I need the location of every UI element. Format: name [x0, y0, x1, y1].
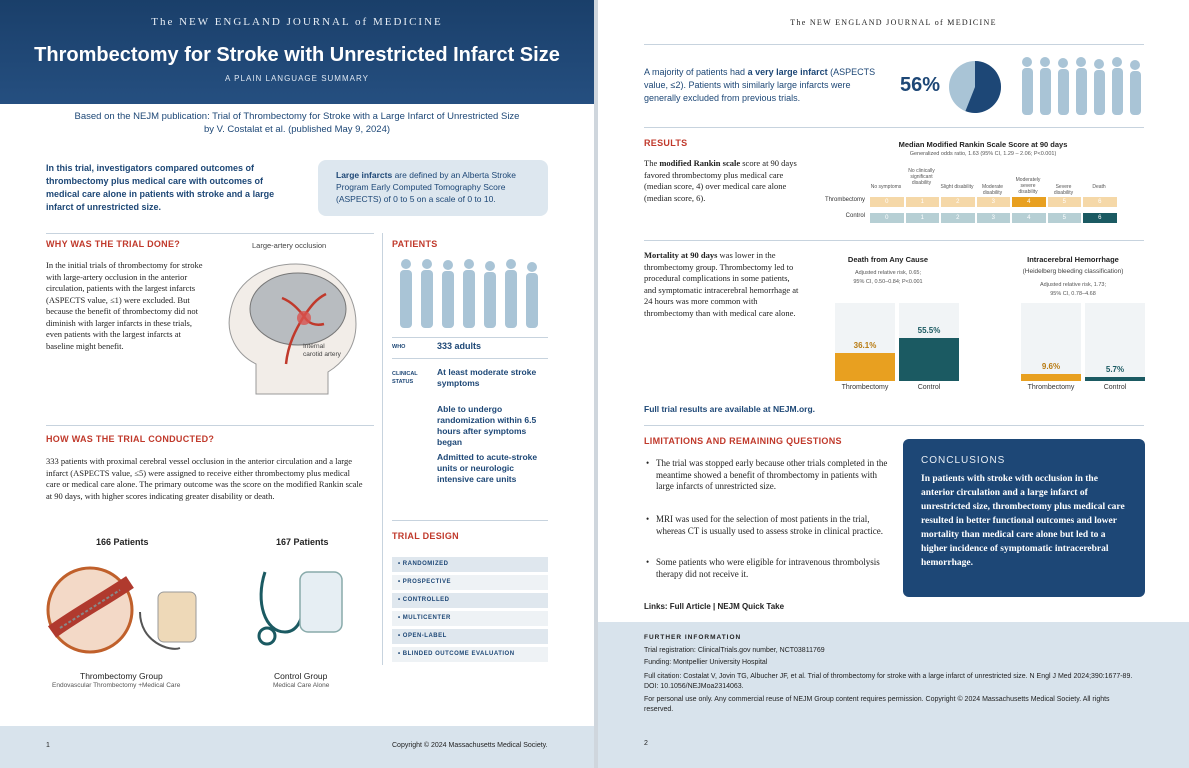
- mortality-text-part: was lower in the thrombectomy group. Thrombectomy led to procedural complications in some patients, and symptomatic intracerebral hemorrhage at 24 hours was more common with thrombectomy than with medical care alone.: [644, 250, 799, 318]
- mrs-category-label: Moderately severe disability: [1015, 177, 1041, 195]
- patient-silhouettes: [396, 258, 548, 330]
- thrombectomy-illustration: [40, 552, 215, 667]
- bar-category-label: Thrombectomy: [1027, 384, 1075, 391]
- person-icon: [463, 259, 475, 328]
- limitation-item: [644, 514, 894, 537]
- divider: [392, 358, 548, 359]
- mrs-cell: 1: [906, 197, 940, 207]
- person-icon: [484, 261, 496, 328]
- mrs-row-label: Control: [845, 213, 865, 219]
- design-item: • BLINDED OUTCOME EVALUATION: [392, 647, 548, 662]
- design-item-label: RANDOMIZED: [402, 561, 449, 567]
- bullet-icon: •: [646, 557, 650, 567]
- bar-value-label: 55.5%: [917, 325, 941, 335]
- definition-text: are defined by an Alberta Stroke Program Early Computed Tomography Score (ASPECTS) of 0 to 5 on a scale of 0 to 10.: [336, 170, 517, 204]
- divider: [644, 425, 1144, 426]
- definition-term: Large infarcts: [336, 170, 393, 180]
- divider: [46, 425, 374, 426]
- ich-chart-title: Intracerebral Hemorrhage: [1027, 255, 1119, 264]
- design-item: • MULTICENTER: [392, 611, 548, 626]
- who-label: WHO: [392, 344, 406, 350]
- page-number: 2: [644, 740, 648, 747]
- publication-reference: [20, 110, 574, 136]
- publication-line-1: Based on the NEJM publication: Trial of Thrombectomy for Stroke with a Large Infarct of Unrestricted Size: [74, 111, 520, 122]
- page-header: [0, 0, 594, 104]
- design-item-label: CONTROLLED: [402, 597, 450, 603]
- copyright: Copyright © 2024 Massachusetts Medical Society.: [392, 742, 548, 749]
- mrs-cell: 4: [1012, 213, 1046, 223]
- majority-text-bold: a very large infarct: [747, 67, 828, 77]
- design-item-label: MULTICENTER: [402, 615, 451, 621]
- results-text-part: score at 90 days favored thrombectomy plus medical care (median score, 4) over medical care alone (median score, 6).: [644, 158, 797, 203]
- artery-label-line-1: Internal: [303, 343, 325, 350]
- limitation-text: MRI was used for the selection of most patients in the trial, whereas CT is usually used to assess stroke in clinical practice.: [656, 514, 884, 536]
- bullet-icon: •: [646, 458, 650, 468]
- bar: [1021, 374, 1081, 381]
- death-chart-sub1: Adjusted relative risk, 0.65;: [854, 270, 922, 276]
- design-item: • CONTROLLED: [392, 593, 548, 608]
- occlusion-point: [297, 311, 311, 325]
- limitation-text: Some patients who were eligible for intravenous thrombolysis therapy did not receive it.: [656, 557, 880, 579]
- death-chart-sub2: 95% CI, 0.50–0.84; P<0.001: [853, 279, 923, 285]
- stethoscope-chest-piece: [259, 628, 275, 644]
- mrs-category-label: Severe disability: [1053, 184, 1074, 196]
- clinical-label-line-1: CLINICAL: [392, 371, 418, 377]
- clinical-item: Admitted to acute-stroke units or neurologic intensive care units: [437, 452, 538, 484]
- limitation-item: [644, 458, 894, 493]
- bar-value-label: 5.7%: [1105, 364, 1125, 374]
- clinical-status-label: [392, 370, 418, 386]
- design-item-label: BLINDED OUTCOME EVALUATION: [402, 651, 515, 657]
- bar-value-label: 36.1%: [853, 340, 877, 350]
- artery-label: [303, 343, 341, 359]
- brain-illustration: [216, 254, 376, 404]
- further-line: Funding: Montpellier University Hospital: [644, 659, 768, 666]
- mortality-text-bold: Mortality at 90 days: [644, 250, 718, 260]
- mrs-category-label: Death: [1092, 184, 1106, 190]
- page-footer: [0, 726, 594, 768]
- iv-bag: [300, 572, 342, 632]
- page-subtitle: A PLAIN LANGUAGE SUMMARY: [225, 74, 369, 83]
- journal-name: The NEW ENGLAND JOURNAL of MEDICINE: [790, 18, 997, 27]
- design-item-label: PROSPECTIVE: [402, 579, 451, 585]
- group2-name: Control Group: [274, 671, 328, 681]
- intro-text: In this trial, investigators compared outcomes of thrombectomy plus medical care with outcomes of medical care alone in patients with stroke and a large infarct of unrestricted size.: [46, 163, 275, 212]
- definition-box: [318, 160, 548, 216]
- bar: [899, 338, 959, 381]
- mrs-cell: 0: [870, 197, 904, 207]
- publication-line-2: by V. Costalat et al. (published May 9, 2024): [203, 124, 391, 135]
- ich-chart-sub1: Adjusted relative risk, 1.73;: [1039, 282, 1107, 288]
- conclusions-box: [903, 439, 1145, 597]
- patients-title: PATIENTS: [392, 239, 438, 249]
- group1-count: 166 Patients: [96, 537, 149, 547]
- mrs-cell: 1: [906, 213, 940, 223]
- bar-value-label: 9.6%: [1041, 361, 1061, 371]
- person-icon: [526, 262, 538, 328]
- bar-category-label: Thrombectomy: [841, 384, 889, 391]
- page-1: [0, 0, 594, 768]
- mrs-cell: 3: [977, 197, 1011, 207]
- how-text: 333 patients with proximal cerebral vessel occlusion in the anterior circulation and a large infarct (ASPECTS value, ≤5) were assigned to receive either thrombectomy plus medical care or medical care alone. The primary outcome was the score on the modified Rankin scale at 90 days, with higher scores indicating greater disability or death.: [46, 456, 363, 501]
- results-text-bold: modified Rankin scale: [659, 158, 741, 168]
- outcome-bar-charts: [598, 0, 1189, 400]
- limitations-title: LIMITATIONS AND REMAINING QUESTIONS: [644, 436, 842, 446]
- bar: [835, 353, 895, 381]
- mrs-chart-subtitle: Generalized odds ratio, 1.63 (95% CI, 1.29 – 2.06; P<0.001): [909, 151, 1057, 157]
- mrs-cell: 2: [941, 197, 975, 207]
- mrs-cell: 0: [870, 213, 904, 223]
- stethoscope: [261, 572, 303, 632]
- bullet-icon: •: [646, 514, 650, 524]
- column-divider: [382, 233, 383, 665]
- mrs-row-label: Thrombectomy: [824, 197, 865, 203]
- design-item: • RANDOMIZED: [392, 557, 548, 572]
- mrs-category-label: No symptoms: [870, 184, 902, 190]
- design-item: • PROSPECTIVE: [392, 575, 548, 590]
- iv-bag: [158, 592, 196, 642]
- links-line[interactable]: Links: Full Article | NEJM Quick Take: [644, 602, 785, 611]
- bar-category-label: Control: [917, 384, 941, 391]
- person-icon: [421, 259, 433, 328]
- design-title: TRIAL DESIGN: [392, 531, 459, 541]
- mrs-cell: 5: [1048, 197, 1082, 207]
- why-title: WHY WAS THE TRIAL DONE?: [46, 239, 181, 249]
- group1-name: Thrombectomy Group: [80, 671, 163, 681]
- mrs-cell: 6: [1083, 213, 1117, 223]
- page-2: [598, 0, 1189, 768]
- divider: [392, 337, 548, 338]
- mrs-category-label: No clinically significant disability: [908, 168, 935, 186]
- ich-chart-sub2: 95% CI, 0.78–4.68: [1050, 291, 1096, 297]
- group1-desc: Endovascular Thrombectomy +Medical Care: [52, 682, 181, 689]
- ich-chart-sub0: (Heidelberg bleeding classification): [1022, 268, 1124, 275]
- mrs-category-label: Slight disability: [940, 184, 974, 190]
- mrs-cell: 6: [1083, 197, 1117, 207]
- design-item: • OPEN-LABEL: [392, 629, 548, 644]
- majority-percent: 56%: [900, 74, 941, 96]
- person-icon: [505, 259, 517, 328]
- why-text: In the initial trials of thrombectomy for stroke with large-artery occlusion in the anterior circulation, patients with the largest infarcts (ASPECTS value, ≤1) were excluded. But because the benefit of thrombectomy did not diminish with larger infarcts in these trials, even patients with the largest infarcts at baseline might benefit.: [46, 260, 203, 351]
- journal-name: The NEW ENGLAND JOURNAL of MEDICINE: [151, 16, 443, 28]
- design-item-label: OPEN-LABEL: [402, 633, 447, 639]
- group2-count: 167 Patients: [276, 537, 329, 547]
- brain-caption: Large-artery occlusion: [252, 241, 327, 250]
- control-illustration: [245, 552, 355, 667]
- mrs-cell: 5: [1048, 213, 1082, 223]
- page-number: 1: [46, 742, 50, 749]
- how-title: HOW WAS THE TRIAL CONDUCTED?: [46, 434, 215, 444]
- majority-text-part: A majority of patients had: [644, 67, 748, 77]
- who-value: 333 adults: [437, 341, 482, 351]
- results-text-part: The: [644, 158, 660, 168]
- bar-category-label: Control: [1103, 384, 1127, 391]
- mrs-cell: 4: [1012, 197, 1046, 207]
- artery-label-line-2: carotid artery: [303, 351, 341, 358]
- further-line: Trial registration: ClinicalTrials.gov number, NCT03811769: [644, 647, 825, 654]
- clinical-item: Able to undergo randomization within 6.5 hours after symptoms began: [437, 404, 537, 447]
- mrs-category-label: Moderate disability: [981, 184, 1004, 196]
- clinical-label-line-2: STATUS: [392, 379, 414, 385]
- bar: [1085, 377, 1145, 381]
- mrs-cell: 3: [977, 213, 1011, 223]
- person-icon-group: [400, 259, 538, 328]
- person-icon: [442, 260, 454, 328]
- full-results-link[interactable]: Full trial results are available at NEJM.org.: [644, 404, 816, 414]
- mrs-chart-title: Median Modified Rankin Scale Score at 90 days: [898, 140, 1068, 149]
- mrs-cell: 2: [941, 213, 975, 223]
- further-title: FURTHER INFORMATION: [644, 634, 742, 641]
- clinical-item: At least moderate stroke symptoms: [437, 367, 537, 388]
- conclusions-title: CONCLUSIONS: [921, 455, 1006, 466]
- conclusions-text: In patients with stroke with occlusion in the anterior circulation and a large infarct of unrestricted size, thrombectomy plus medical care resulted in better functional outcomes and lower mortality than medical care alone but led to a higher incidence of symptomatic intracerebral hemorrhage.: [921, 474, 1125, 568]
- further-line: For personal use only. Any commercial reuse of NEJM Group content requires permission. Copyright © 2024 Massachusetts Medical Society. All rights reserved.: [644, 696, 1110, 713]
- limitation-item: [644, 557, 894, 580]
- limitation-text: The trial was stopped early because other trials completed in the meantime showed a benefit of thrombectomy in patients with large infarcts of unrestricted size.: [656, 458, 888, 491]
- further-line: Full citation: Costalat V, Jovin TG, Albucher JF, et al. Trial of thrombectomy for stroke with a large infarct of unrestricted size. N Engl J Med 2024;390:1677-89. DOI: 10.1056/NEJMoa2314063.: [644, 673, 1133, 690]
- page-title: Thrombectomy for Stroke with Unrestricted Infarct Size: [34, 44, 560, 66]
- majority-text-part: (ASPECTS value, ≤2). Patients with similarly large infarcts were generally excluded from previous trials.: [644, 67, 876, 103]
- divider: [46, 233, 374, 234]
- group2-desc: Medical Care Alone: [273, 682, 330, 689]
- divider: [392, 520, 548, 521]
- death-chart-title: Death from Any Cause: [847, 255, 929, 264]
- person-icon: [400, 259, 412, 328]
- results-title: RESULTS: [644, 138, 688, 148]
- further-info-panel: [598, 622, 1189, 768]
